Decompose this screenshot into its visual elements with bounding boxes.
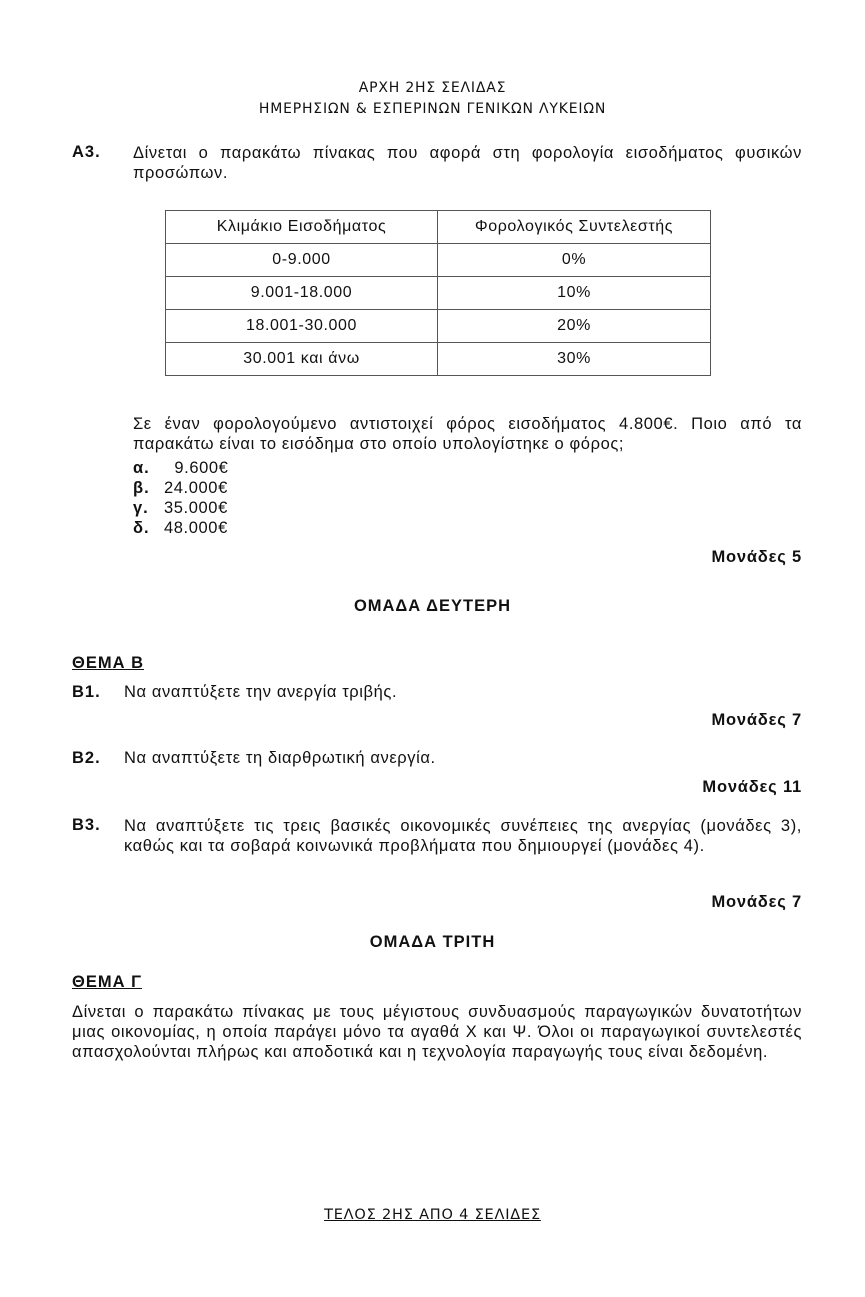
table-cell: 10% [438,277,711,310]
table-cell: 30% [438,343,711,376]
theme-c-heading: ΘΕΜΑ Γ [72,973,143,991]
question-b1-label: Β1. [72,683,101,701]
option-text: 9.600€ [164,459,229,477]
table-cell: 30.001 και άνω [166,343,438,376]
option-c [133,499,228,518]
table-cell: 0% [438,244,711,277]
option-text: 48.000€ [164,519,228,537]
table-row [166,310,711,343]
table-cell: 0-9.000 [166,244,438,277]
question-b2-text: Να αναπτύξετε τη διαρθρωτική ανεργία. [124,749,436,767]
option-a [133,459,228,478]
question-b3-text: Να αναπτύξετε τις τρεις βασικές οικονομικές συνέπειες της ανεργίας (μονάδες 3), καθώς και τα σοβαρά κοινωνικά προβλήματα που δημιουργεί (μονάδες 4). [124,817,802,855]
header-line-2: ΗΜΕΡΗΣΙΩΝ & ΕΣΠΕΡΙΝΩΝ ΓΕΝΙΚΩΝ ΛΥΚΕΙΩΝ [258,101,607,117]
option-b [133,479,228,498]
question-a3-label: Α3. [72,143,101,161]
theme-b-heading: ΘΕΜΑ Β [72,654,144,672]
header-line-1: ΑΡΧΗ 2ΗΣ ΣΕΛΙΔΑΣ [358,80,507,96]
option-letter: γ. [133,499,149,517]
table-cell: 9.001-18.000 [166,277,438,310]
table-cell: 20% [438,310,711,343]
option-d [133,519,228,538]
question-b1-text: Να αναπτύξετε την ανεργία τριβής. [124,683,398,701]
page-footer [0,1207,865,1223]
tax-table [165,210,711,376]
table-cell: 18.001-30.000 [166,310,438,343]
table-row [166,277,711,310]
group-two-title: ΟΜΑΔΑ ΔΕΥΤΕΡΗ [353,597,512,615]
units-b2: Μονάδες 11 [702,778,802,796]
table-header-cell: Φορολογικός Συντελεστής [438,211,711,244]
option-text: 24.000€ [164,479,228,497]
question-b3-label: Β3. [72,816,101,834]
table-row [166,244,711,277]
table-header-row [166,211,711,244]
theme-c-text: Δίνεται ο παρακάτω πίνακας με τους μέγιστους συνδυασμούς παραγωγικών δυνατοτήτων μιας οικονομίας, η οποία παράγει μόνο τα αγαθά Χ και Ψ. Όλοι οι παραγωγικοί συντελεστές απασχολούνται πλήρως και αποδοτικά και η τεχνολογία παραγωγής τους είναι δεδομένη. [72,1003,802,1061]
question-a3-intro: Δίνεται ο παρακάτω πίνακας που αφορά στη φορολογία εισοδήματος φυσικών προσώπων. [133,144,802,182]
table-header-cell: Κλιμάκιο Εισοδήματος [166,211,438,244]
footer-text: ΤΕΛΟΣ 2ΗΣ ΑΠΟ 4 ΣΕΛΙΔΕΣ [324,1207,541,1223]
units-a3: Μονάδες 5 [711,548,802,566]
question-b2-label: Β2. [72,749,101,767]
table-row [166,343,711,376]
group-three-title: ΟΜΑΔΑ ΤΡΙΤΗ [369,933,496,951]
option-letter: α. [133,459,150,477]
option-letter: δ. [133,519,150,537]
option-letter: β. [133,479,150,497]
units-b3: Μονάδες 7 [711,893,802,911]
option-text: 35.000€ [164,499,228,517]
question-a3-text: Σε έναν φορολογούμενο αντιστοιχεί φόρος εισοδήματος 4.800€. Ποιο από τα παρακάτω είναι το εισόδημα στο οποίο υπολογίστηκε ο φόρος; [133,415,802,453]
units-b1: Μονάδες 7 [711,711,802,729]
